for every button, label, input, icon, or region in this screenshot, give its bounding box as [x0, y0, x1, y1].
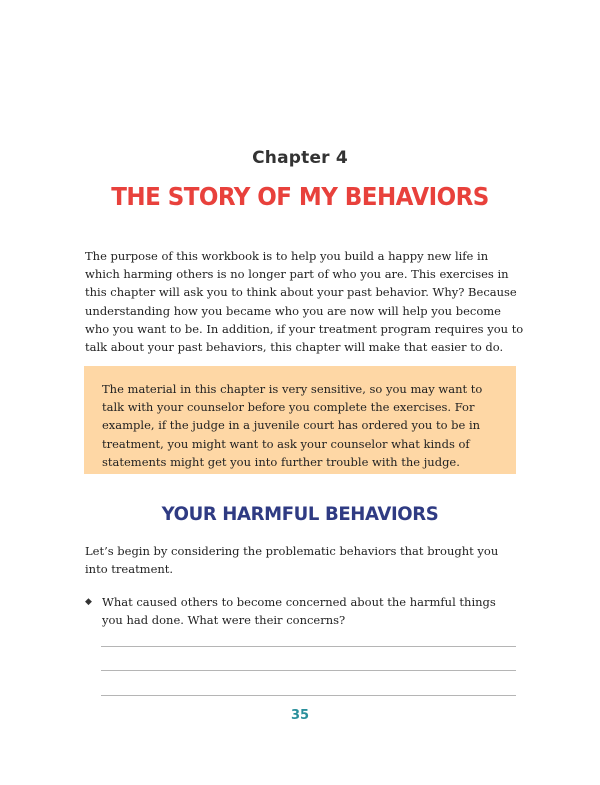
page-number: 35	[290, 708, 310, 723]
intro-paragraph: The purpose of this workbook is to help you build a happy new life in which harming others is no longer part of who you are. This exercises in this chapter will ask you to think about your past behavior. Why? Because understanding how you became who you are now will help you become who you want to be. In addition, if your treatment program requires you to talk about your past behaviors, this chapter will make that easier to do.	[85, 249, 524, 355]
callout-text: The material in this chapter is very sensitive, so you may want to talk with your counselor before you complete the exercises. For example, if the judge in a juvenile court has ordered you to be in treatment, you might want to ask your counselor what kinds of statements might get you into further trouble with the judge.	[102, 382, 483, 469]
question-text: What caused others to become concerned about the harmful things you had done. What were their concerns?	[102, 595, 496, 628]
section-lead: Let’s begin by considering the problematic behaviors that brought you into treatment.	[85, 544, 499, 577]
chapter-title: THE STORY OF MY BEHAVIORS	[111, 182, 489, 211]
section-title: YOUR HARMFUL BEHAVIORS	[161, 503, 439, 525]
answer-line[interactable]	[101, 646, 516, 647]
answer-line[interactable]	[101, 695, 516, 696]
answer-line[interactable]	[101, 670, 516, 671]
chapter-label: Chapter 4	[252, 148, 348, 168]
question-item	[85, 593, 515, 629]
callout-box	[84, 366, 516, 474]
diamond-bullet-icon: ◆	[85, 597, 92, 607]
